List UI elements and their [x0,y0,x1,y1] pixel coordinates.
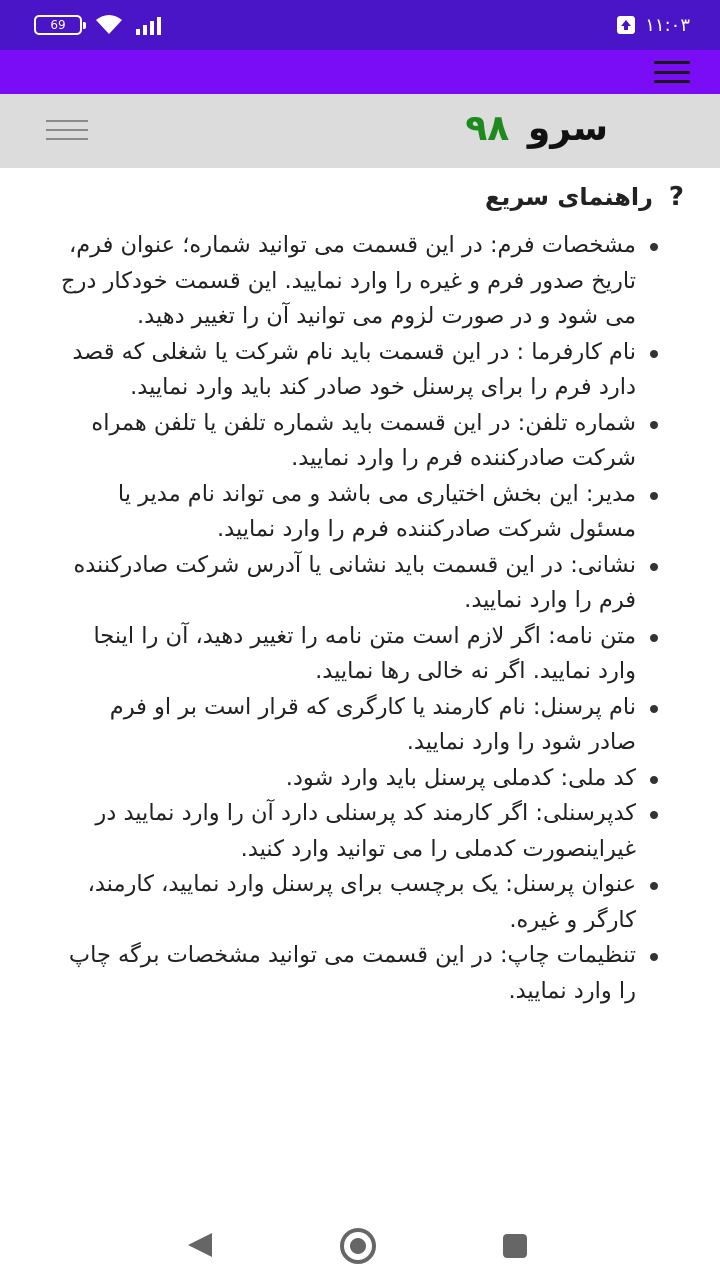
help-content [0,168,720,1212]
help-item-personnel-code: کدپرسنلی: اگر کارمند کد پرسنلی دارد آن را وارد نمایید در غیراینصورت کدملی را می توانید وارد کنید. [56,796,636,867]
help-item-form-details: مشخصات فرم: در این قسمت می توانید شماره؛ عنوان فرم، تاریخ صدور فرم و غیره را وارد نمایید. این قسمت خودکار درج می شود و در صورت لزوم می توانید آن را تغییر دهید. [56,228,636,335]
battery-level: 69 [50,18,66,32]
battery-icon [34,15,82,35]
help-item-address: نشانی: در این قسمت باید نشانی یا آدرس شرکت صادرکننده فرم را وارد نمایید. [56,548,636,619]
help-item-phone: شماره تلفن: در این قسمت باید شماره تلفن یا تلفن همراه شرکت صادرکننده فرم را وارد نمایید. [56,406,636,477]
logo-word: سرو [527,108,608,149]
wifi-icon [94,14,124,36]
help-item-personnel-name: نام پرسنل: نام کارمند یا کارگری که قرار است بر او فرم صادر شود را وارد نمایید. [56,690,636,761]
site-menu-icon[interactable] [46,120,88,140]
status-time: ۱۱:۰۳ [645,14,690,36]
upload-icon [617,16,635,34]
signal-icon [136,15,166,35]
app-menu-icon[interactable] [654,61,690,83]
help-title-text: راهنمای سریع [485,183,653,211]
help-item-employer: نام کارفرما : در این قسمت باید نام شرکت یا شغلی که قصد دارد فرم را برای پرسنل خود صادر کند باید وارد نمایید. [56,335,636,406]
help-item-manager: مدیر: این بخش اختیاری می باشد و می تواند نام مدیر یا مسئول شرکت صادرکننده فرم را وارد نمایید. [56,477,636,548]
help-item-personnel-title: عنوان پرسنل: یک برچسب برای پرسنل وارد نمایید، کارمند، کارگر و غیره. [56,867,636,938]
question-icon: ? [668,182,684,212]
help-item-letter-text: متن نامه: اگر لازم است متن نامه را تغییر دهید، آن را اینجا وارد نمایید. اگر نه خالی رها نمایید. [56,619,636,690]
help-list [56,228,636,1009]
system-nav-bar [0,1212,720,1280]
help-item-print-settings: تنظیمات چاپ: در این قسمت می توانید مشخصات برگه چاپ را وارد نمایید. [56,938,636,1009]
home-icon[interactable] [340,1228,376,1264]
help-title [485,182,684,212]
logo-number: ۹۸ [465,108,510,149]
app-bar [0,50,720,94]
status-bar [0,0,720,50]
status-icons-right [617,15,690,36]
site-logo[interactable] [465,108,608,149]
status-icons-left [34,14,166,36]
site-header [0,94,720,168]
help-item-national-id: کد ملی: کدملی پرسنل باید وارد شود. [56,761,636,797]
back-icon[interactable] [188,1233,212,1257]
recent-apps-icon[interactable] [503,1234,527,1258]
